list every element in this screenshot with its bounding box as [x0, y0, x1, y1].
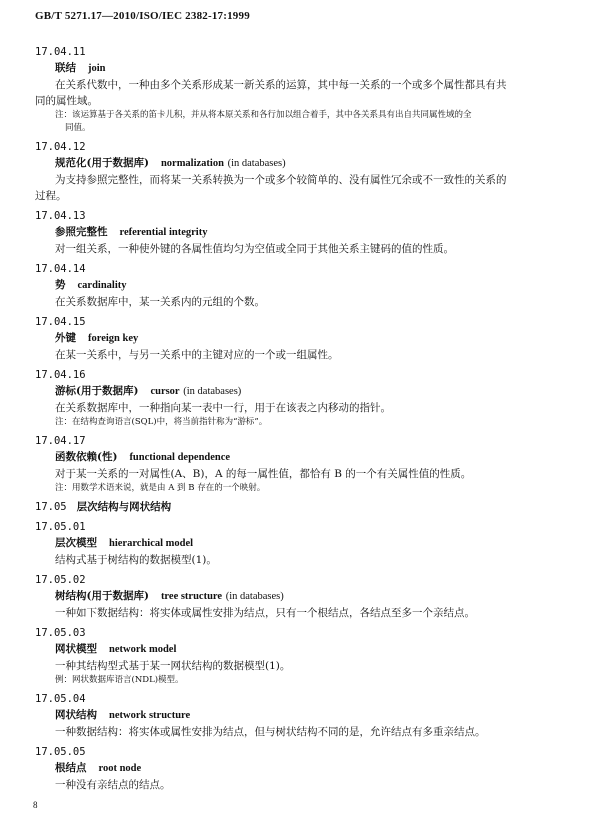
- page-content: [35, 40, 565, 793]
- term-english: root node: [98, 763, 142, 774]
- term-chinese: 根结点: [55, 762, 87, 774]
- entry-number: 17.05.02: [35, 574, 86, 586]
- term-english: referential integrity: [119, 227, 208, 238]
- term-definition: 结构式基于树结构的数据模型(1)。: [55, 554, 217, 566]
- page-header: GB/T 5271.17—2010/ISO/IEC 2382-17:1999: [35, 10, 250, 22]
- term-heading: [35, 641, 565, 658]
- term-definition: 为支持参照完整性，而将某一关系转换为一个或多个较简单的、没有属性冗余或不一致性的关系的: [55, 174, 507, 186]
- entry-number: 17.04.16: [35, 369, 86, 381]
- term-definition-continued: 过程。: [35, 190, 67, 202]
- term-chinese: 规范化(用于数据库): [55, 157, 149, 169]
- term-note-continued: 同值。: [65, 123, 91, 133]
- term-english: network model: [109, 644, 177, 655]
- term-english: join: [88, 63, 106, 74]
- entry-number: 17.04.17: [35, 435, 86, 447]
- entry-number: 17.05.03: [35, 627, 86, 639]
- term-english-qualifier: (in databases): [225, 591, 284, 602]
- entry-number: 17.04.11: [35, 46, 86, 58]
- term-definition: 一种其结构型式基于某一网状结构的数据模型(1)。: [55, 660, 291, 672]
- term-entry: [35, 520, 565, 568]
- term-english: hierarchical model: [109, 538, 194, 549]
- term-chinese: 函数依赖(性): [55, 451, 118, 463]
- section-title: 层次结构与网状结构: [76, 501, 172, 513]
- term-english-qualifier: (in databases): [183, 386, 242, 397]
- term-note: 注：在结构查询语言(SQL)中，将当前指针称为“游标”。: [55, 417, 268, 427]
- term-definition: 在关系数据库中，某一关系内的元组的个数。: [55, 296, 265, 308]
- term-heading: [35, 60, 565, 77]
- term-entry: [35, 745, 565, 793]
- term-entry: [35, 140, 565, 204]
- term-heading: [35, 535, 565, 552]
- term-chinese: 联结: [55, 62, 76, 74]
- entry-number: 17.04.12: [35, 141, 86, 153]
- term-definition: 对一组关系，一种使外键的各属性值均匀为空值或全同于其他关系主键码的值的性质。: [55, 243, 454, 255]
- term-english-qualifier: (in databases): [227, 158, 286, 169]
- term-example: 例：网状数据库语言(NDL)模型。: [55, 675, 184, 685]
- term-chinese: 网状结构: [55, 709, 97, 721]
- entry-number: 17.04.14: [35, 263, 86, 275]
- term-english: network structure: [109, 710, 191, 721]
- term-entry: [35, 209, 565, 257]
- entry-number: 17.05.05: [35, 746, 86, 758]
- term-definition-continued: 同的属性域。: [35, 95, 98, 107]
- term-heading: [35, 449, 565, 466]
- term-heading: [35, 760, 565, 777]
- term-chinese: 参照完整性: [55, 226, 108, 238]
- term-heading: [35, 155, 565, 172]
- term-chinese: 层次模型: [55, 537, 97, 549]
- term-entry: [35, 45, 565, 135]
- term-english: functional dependence: [129, 452, 231, 463]
- term-definition: 在某一关系中，与另一关系中的主键对应的一个或一组属性。: [55, 349, 339, 361]
- entry-number: 17.04.13: [35, 210, 86, 222]
- term-heading: [35, 588, 565, 605]
- term-note: 注：该运算基于各关系的笛卡儿积，并从将本原关系和各行加以组合着手，其中各关系具有出自共同属性域的全: [55, 110, 472, 120]
- term-english: tree structure: [160, 591, 223, 602]
- page-number: 8: [33, 800, 38, 810]
- term-heading: [35, 383, 565, 400]
- term-entry: [35, 573, 565, 621]
- term-definition: 在关系代数中，一种由多个关系形成某一新关系的运算，其中每一关系的一个或多个属性都具有共: [55, 79, 507, 91]
- term-english: foreign key: [88, 333, 139, 344]
- term-definition: 一种没有亲结点的结点。: [55, 779, 171, 791]
- term-definition: 一种数据结构：将实体或属性安排为结点，但与树状结构不同的是，允许结点有多重亲结点。: [55, 726, 486, 738]
- term-heading: [35, 277, 565, 294]
- entry-number: 17.04.15: [35, 316, 86, 328]
- term-chinese: 游标(用于数据库): [55, 385, 139, 397]
- term-chinese: 势: [55, 279, 66, 291]
- term-entry: [35, 368, 565, 429]
- term-chinese: 外键: [55, 332, 76, 344]
- term-english: cursor: [150, 386, 180, 397]
- entry-number: 17.05.01: [35, 521, 86, 533]
- term-entry: [35, 434, 565, 495]
- term-definition: 一种如下数据结构：将实体或属性安排为结点，只有一个根结点，各结点至多一个亲结点。: [55, 607, 475, 619]
- term-entry: [35, 262, 565, 310]
- term-entry: [35, 626, 565, 687]
- term-english: normalization: [160, 158, 224, 169]
- term-heading: [35, 330, 565, 347]
- term-entry: [35, 692, 565, 740]
- section-number: 17.05: [35, 501, 67, 513]
- term-definition: 在关系数据库中，一种指向某一表中一行，用于在该表之内移动的指针。: [55, 402, 391, 414]
- term-heading: [35, 707, 565, 724]
- section-heading: [35, 499, 565, 515]
- term-note: 注：用数学术语来说，就是由 A 到 B 存在的一个映射。: [55, 483, 266, 493]
- term-chinese: 树结构(用于数据库): [55, 590, 149, 602]
- term-english: cardinality: [77, 280, 127, 291]
- term-entry: [35, 315, 565, 363]
- term-definition: 对于某一关系的一对属性(A、B)，A 的每一属性值，都恰有 B 的一个有关属性值的性质。: [55, 468, 472, 480]
- entry-number: 17.05.04: [35, 693, 86, 705]
- term-heading: [35, 224, 565, 241]
- term-chinese: 网状模型: [55, 643, 97, 655]
